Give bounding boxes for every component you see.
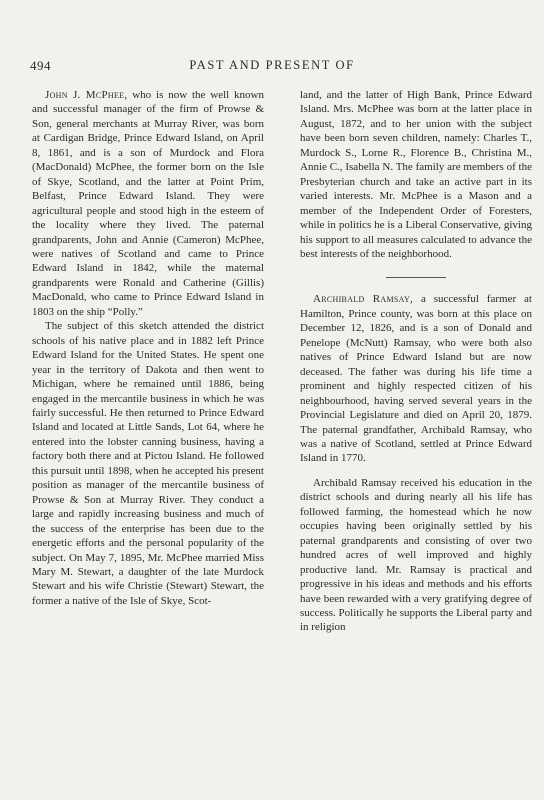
subject-name-ramsay: Archibald Ramsay, xyxy=(313,293,414,306)
biography-ramsay-paragraph-2: Archibald Ramsay received his education in the district schools and during nearly all his life has followed farming, the homestead which he now occupies having been originally settled by his paternal grandparents and consisting of over two hundred acres of well improved and highly productive land. Mr. Ramsay is practical and progressive in his ideas and methods and his efforts have been rewarded with a very gratifying degree of success. Politically he supports the Liberal party and in religion xyxy=(300,476,532,634)
biography-mcphee-paragraph-1 xyxy=(32,88,264,319)
page-header xyxy=(0,58,544,74)
left-column xyxy=(32,88,264,608)
running-head: PAST AND PRESENT OF xyxy=(189,58,355,72)
biography-mcphee-continuation: land, and the latter of High Bank, Prince Edward Island. Mrs. McPhee was born at the latter place in August, 1872, and to her union with the subject have been born seven children, namely: Charles T., Murdock S., Lorne R., Florence B., Christina M., Annie C., Isabella N. The family are members of the Presbyterian church and take an active part in its varied interests. Mr. McPhee is a Mason and a member of the Independent Order of Foresters, while in politics he is a Liberal Conservative, giving his support to all measures calculated to advance the best interests of the neighborhood. xyxy=(300,89,532,260)
right-column xyxy=(300,88,532,635)
biography-ramsay-paragraph-1 xyxy=(300,292,532,465)
biography-mcphee-paragraph-2: The subject of this sketch attended the district schools of his native place and in 1882 left Prince Edward Island for the United States. He spent one year in the territory of Dakota and then went to Michigan, where he remained until 1886, being engaged in the mercantile business in which he was fairly successful. He then returned to Prince Edward Island and located at Little Sands, Lot 64, where he entered into the lobster canning business, having a factory both there and at Pictou Island. He followed this pursuit until 1898, when he accepted his present position as manager of the mercantile business of Prowse & Son at Murray River. They conduct a large and rapidly increasing business and much of the success of the enterprise has been due to the energetic efforts and the personal popularity of the subject. On May 7, 1895, Mr. McPhee married Miss Mary M. Stewart, a daughter of the late Murdock Stewart and his wife Christie (Stewart) Stewart, the former a native of the Isle of Skye, Scot- xyxy=(32,320,264,607)
subject-name-mcphee: John J. McPhee, xyxy=(45,89,128,101)
paragraph-text: who is now the well known and successful manager of the firm of Prowse & Son, general merchants at Murray River, was born at Cardigan Bridge, Prince Edward Island, on April 8, 1861, and is a son of Murdock and Flora (MacDonald) McPhee, the former born on the Isle of Skye, Scotland, and the latter at Point Prim, Belfast, Prince Edward Island. They were agricultural people and stood high in the esteem of the locality where they lived. The paternal grandparents, John and Annie (Cameron) McPhee, were natives of Scotland and came to Prince Edward Island in 1842, while the maternal grandparents were Ronald and Catherine (Gillis) MacDonald, who came to Prince Edward Island in 1803 on the ship “Polly.” xyxy=(32,89,264,318)
page-number: 494 xyxy=(30,58,51,73)
paragraph-text: a successful farmer at Hamilton, Prince county, was born at this place on December 12, 1826, and is a son of Donald and Penelope (McNutt) Ramsay, who were both also natives of Prince Edward Island but are now deceased. The father was during his life time a prominent and highly respected citizen of his neighbourhood, having served several years in the Provincial Legislature and died on April 20, 1879. The paternal grandfather, Archibald Ramsay, who was a native of Scotland, settled at Prince Edward Island in 1770. xyxy=(300,293,532,465)
